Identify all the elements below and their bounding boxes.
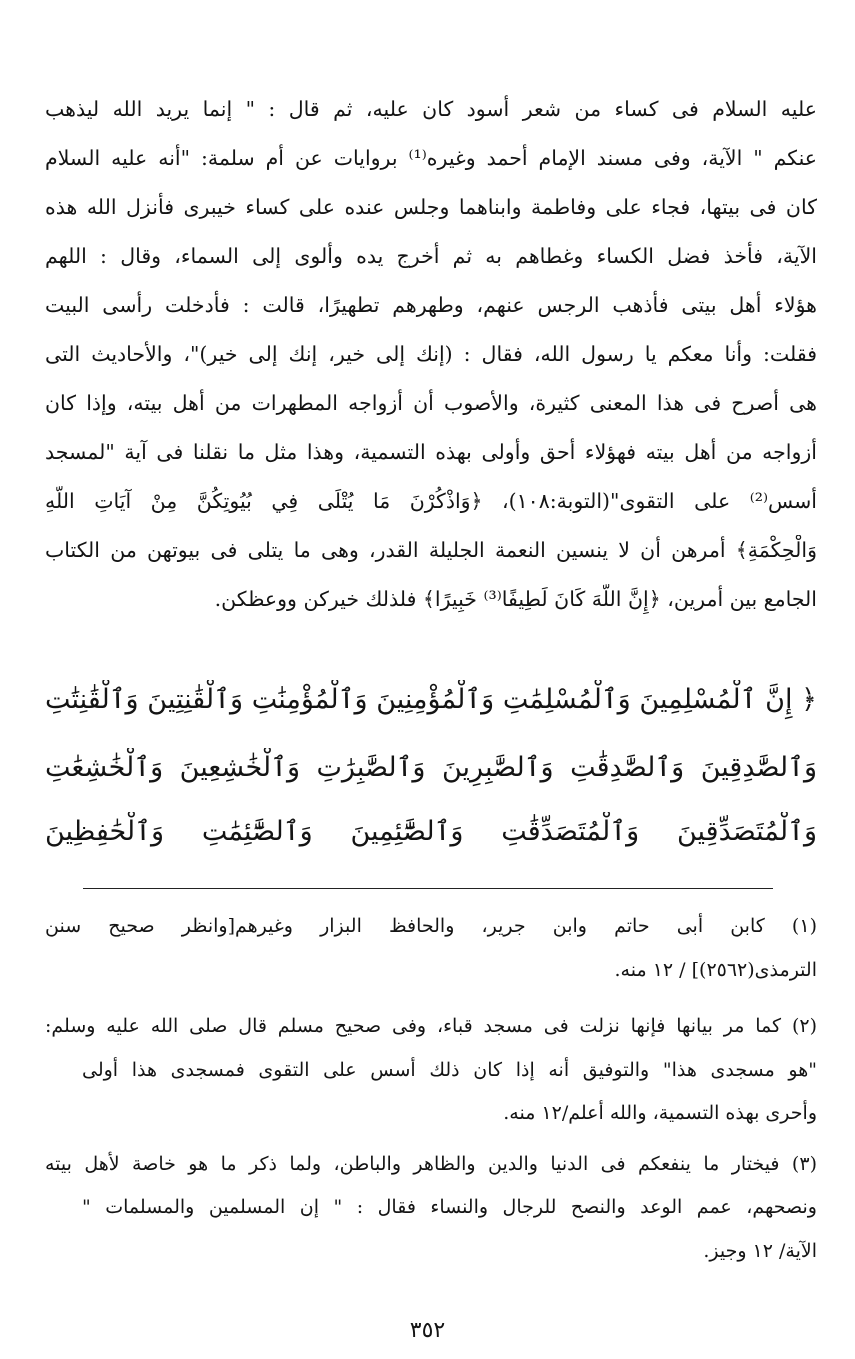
- text-line: أزواجه من أهل بيته فهؤلاء أحق وأولى بهذه التسمية، وهذا مثل ما نقلنا فى آية "لمسجد: [45, 440, 817, 464]
- text-line: هؤلاء أهل بيتى فأذهب الرجس عنهم، وطهرهم تطهيرًا، قالت : فأدخلت رأسى البيت: [45, 293, 817, 317]
- text-line: أسس⁽²⁾ على التقوى"(التوبة:١٠٨)، ﴿وَاذْكُرْنَ مَا يُتْلَى فِي بُيُوتِكُنَّ مِنْ آيَاتِ اللَّهِ: [45, 489, 817, 513]
- verse-line: وَٱلصَّٰدِقِينَ وَٱلصَّٰدِقَٰتِ وَٱلصَّٰبِرِينَ وَٱلصَّٰبِرَٰتِ وَٱلْخَٰشِعِينَ وَٱلْخَٰشِعَٰتِ: [45, 752, 817, 783]
- footnote-line: "هو مسجدى هذا" والتوفيق أنه إذا كان ذلك أسس على التقوى فمسجدى هذا أولى: [82, 1059, 817, 1081]
- footnote-line: ونصحهم، عمم الوعد والنصح للرجال والنساء فقال : " إن المسلمين والمسلمات ": [82, 1196, 817, 1218]
- footnote-line: (٢) كما مر بيانها فإنها نزلت فى مسجد قباء، وفى صحيح مسلم قال صلى الله عليه وسلم:: [45, 1015, 817, 1037]
- text-line: الآية، فأخذ فضل الكساء وغطاهم به ثم أخرج يده وألوى إلى السماء، وقال : اللهم: [45, 244, 817, 268]
- footnote-line: وأحرى بهذه التسمية، والله أعلم/١٢ منه.: [503, 1102, 817, 1124]
- verse-line: ﴿ إِنَّ ٱلْمُسْلِمِينَ وَٱلْمُسْلِمَٰتِ وَٱلْمُؤْمِنِينَ وَٱلْمُؤْمِنَٰتِ وَٱلْقَٰنِتِينَ وَٱلْقَٰنِتَٰتِ: [45, 684, 817, 715]
- text-line: هى أصرح فى هذا المعنى كثيرة، والأصوب أن أزواجه المطهرات من أهل بيته، وإذا كان: [45, 391, 817, 415]
- footnote-line: (١) كابن أبى حاتم وابن جرير، والحافظ البزار وغيرهم[وانظر صحيح سنن: [45, 915, 817, 937]
- text-line: كان فى بيتها، فجاء على وفاطمة وابناهما وجلس عنده على كساء خيبرى فأنزل الله هذه: [45, 195, 817, 219]
- footnote-line: الترمذى(٢٥٦٢)] / ١٢ منه.: [614, 959, 817, 981]
- text-line: فقلت: وأنا معكم يا رسول الله، فقال : (إنك إلى خير، إنك إلى خير)"، والأحاديث التى: [45, 342, 817, 366]
- text-line: عنكم " الآية، وفى مسند الإمام أحمد وغيره⁽¹⁾ بروايات عن أم سلمة: "أنه عليه السلام: [45, 146, 817, 170]
- text-line: الجامع بين أمرين، ﴿إِنَّ اللَّهَ كَانَ لَطِيفًا⁽³⁾ خَبِيرًا﴾ فلذلك خيركن ووعظكن.: [214, 587, 817, 611]
- footnote-separator: [83, 888, 773, 889]
- footnote-line: (٣) فيختار ما ينفعكم فى الدنيا والدين والظاهر والباطن، ولما ذكر ما هو خاصة لأهل بيته: [45, 1153, 817, 1175]
- page-number: ٣٥٢: [409, 1318, 446, 1343]
- text-line: وَالْحِكْمَةِ﴾ أمرهن أن لا ينسين النعمة الجليلة القدر، وهى ما يتلى فى بيوتهن من الكتاب: [45, 538, 817, 562]
- text-line: عليه السلام فى كساء من شعر أسود كان عليه، ثم قال : " إنما يريد الله ليذهب: [45, 97, 817, 121]
- verse-line: وَٱلْمُتَصَدِّقِينَ وَٱلْمُتَصَدِّقَٰتِ وَٱلصَّٰٓئِمِينَ وَٱلصَّٰٓئِمَٰتِ وَٱلْحَٰفِظِينَ: [45, 816, 817, 847]
- footnote-line: الآية/ ١٢ وجيز.: [703, 1240, 817, 1262]
